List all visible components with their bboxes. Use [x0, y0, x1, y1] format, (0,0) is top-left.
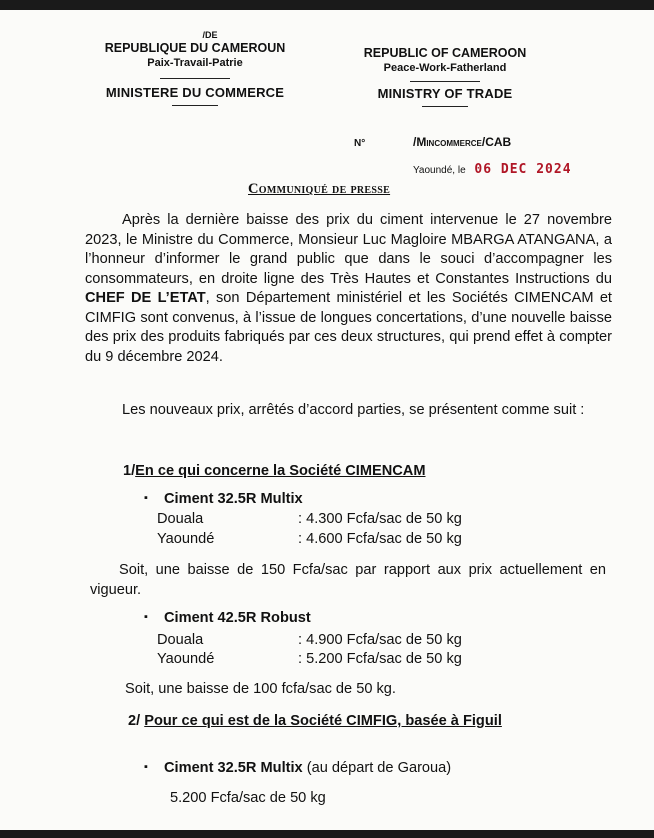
price-city: Douala	[157, 632, 204, 648]
prices-intro-paragraph: Les nouveaux prix, arrêtés d’accord parties, se présentent comme suit :	[122, 402, 585, 418]
product-name: Ciment 42.5R Robust	[164, 610, 311, 626]
header-divider	[422, 106, 468, 107]
price-value: : 5.200 Fcfa/sac de 50 kg	[298, 651, 462, 667]
section-2-title: Pour ce qui est de la Société CIMFIG, basée à Figuil	[144, 713, 502, 729]
price-drop-note: Soit, une baisse de 100 fcfa/sac de 50 kg.	[125, 681, 396, 697]
section-1-heading	[123, 462, 426, 481]
document-page	[0, 10, 654, 830]
intro-text-bold: CHEF DE L’ETAT	[85, 290, 206, 306]
motto-en: Peace-Work-Fatherland	[383, 62, 507, 74]
ministry-name-fr: MINISTERE DU COMMERCE	[105, 85, 285, 100]
price-city: Yaoundé	[157, 531, 215, 547]
bullet-icon: ▪	[144, 492, 148, 504]
price-drop-note: Soit, une baisse de 150 Fcfa/sac par rapport aux prix actuellement en vigueur.	[90, 562, 606, 598]
section-2-heading	[128, 712, 548, 731]
bullet-icon: ▪	[144, 611, 148, 623]
reference-code: /Mincommerce/CAB	[413, 135, 512, 149]
section-1-title: En ce qui concerne la Société CIMENCAM	[135, 463, 426, 479]
price-city: Yaoundé	[157, 651, 215, 667]
motto-fr: Paix-Travail-Patrie	[147, 57, 243, 69]
country-name-fr: REPUBLIQUE DU CAMEROUN	[104, 41, 286, 55]
header-divider	[410, 81, 480, 82]
section-2-number: 2/	[128, 713, 141, 729]
price-city: Douala	[157, 511, 204, 527]
product-name: Ciment 32.5R Multix	[164, 491, 303, 507]
product-item	[144, 610, 311, 626]
intro-text-end: , son Département ministériel et les Sociétés CIMENCAM et CIMFIG sont convenus, à l’issue de longues concertations, d’une nouvelle baisse des prix des produits fabriqués par ces deux structures, qui prend effet à compter du 9 décembre 2024.	[85, 290, 612, 365]
date-stamp: 06 DEC 2024	[474, 162, 572, 177]
intro-paragraph	[85, 211, 612, 367]
ministry-name-en: MINISTRY OF TRADE	[377, 86, 513, 101]
product-item	[144, 760, 451, 776]
intro-text-start: Après la dernière baisse des prix du ciment intervenue le 27 novembre 2023, le Ministre du Commerce, Monsieur Luc Magloire MBARGA ATANGANA, a l’honneur d’informer le grand public que dans le souci d’accompagner les consommateurs, en droite ligne des Très Hautes et Constantes Instructions du	[85, 212, 612, 287]
price-value: : 4.600 Fcfa/sac de 50 kg	[298, 531, 462, 547]
date-line	[413, 162, 572, 177]
price-value: 5.200 Fcfa/sac de 50 kg	[170, 790, 326, 806]
product-item	[144, 491, 303, 507]
document-title: Communiqué de presse	[248, 181, 391, 197]
header-divider	[160, 78, 230, 79]
country-name-en: REPUBLIC OF CAMEROON	[363, 46, 527, 60]
header-top-note: /DE	[202, 30, 218, 40]
bullet-icon: ▪	[144, 761, 148, 773]
section-1-number: 1/	[123, 463, 136, 479]
reference-number-label: N°	[354, 138, 366, 149]
product-name: Ciment 32.5R Multix	[164, 760, 303, 776]
header-divider	[172, 105, 218, 106]
price-value: : 4.300 Fcfa/sac de 50 kg	[298, 511, 462, 527]
header-left	[80, 30, 310, 106]
header-right	[340, 46, 550, 107]
date-place: Yaoundé, le	[413, 165, 466, 176]
price-value: : 4.900 Fcfa/sac de 50 kg	[298, 632, 462, 648]
product-detail: (au départ de Garoua)	[302, 760, 452, 776]
